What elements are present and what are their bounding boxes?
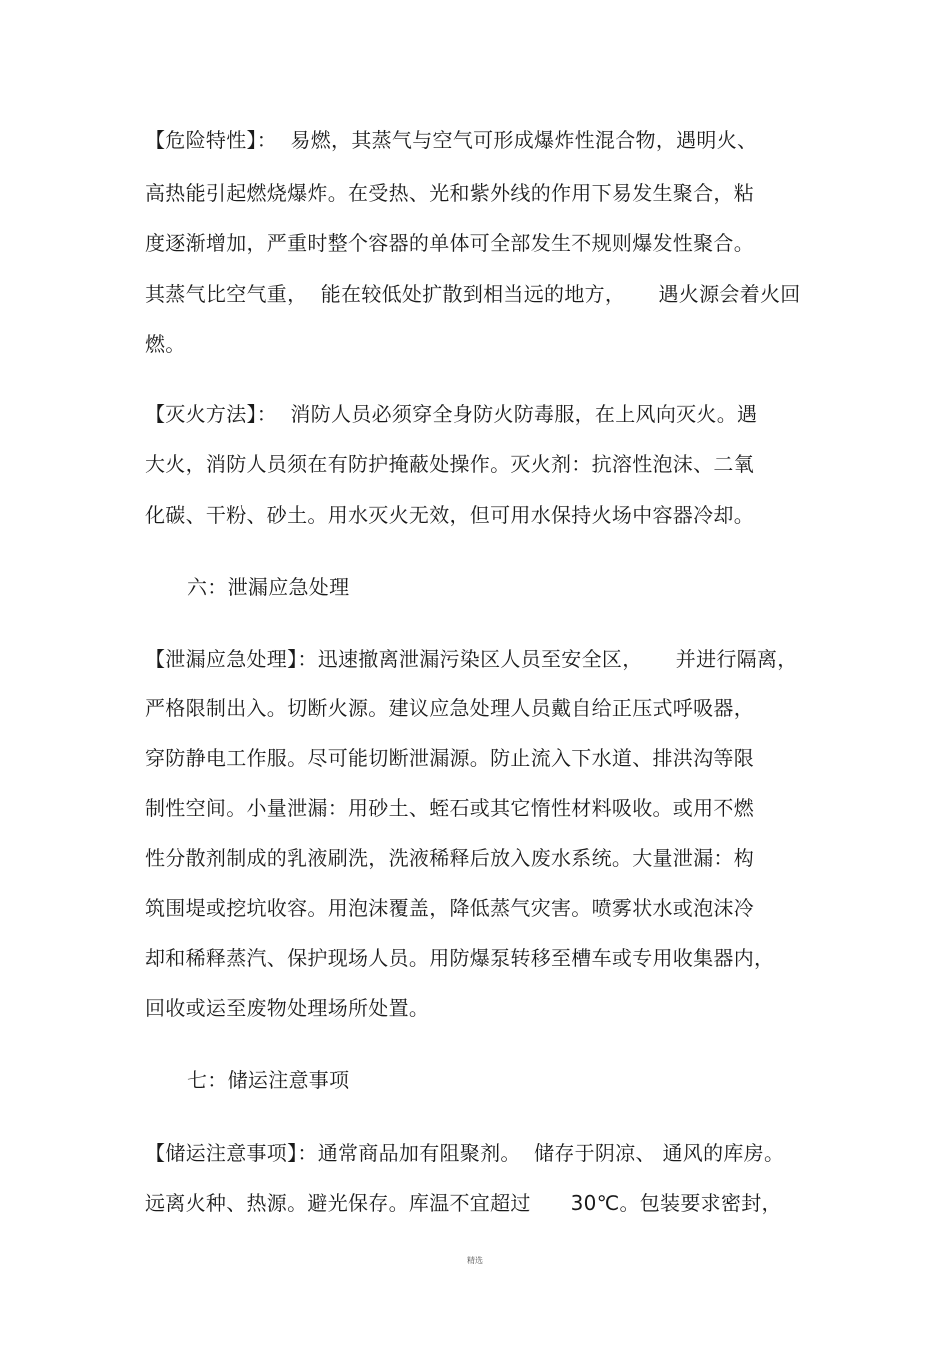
spill-line-2: 严格限制出入。切断火源。建议应急处理人员戴自给正压式呼吸器， [145,696,754,720]
firefighting-line-1: 【灭火方法】： 消防人员必须穿全身防火防毒服，在上风向灭火。遇 [145,402,758,426]
spill-line-3: 穿防静电工作服。尽可能切断泄漏源。防止流入下水道、排洪沟等限 [145,746,754,770]
hazard-line-4: 其蒸气比空气重， 能在较低处扩散到相当远的地方， 遇火源会着火回 [145,282,801,306]
spill-line-4: 制性空间。小量泄漏：用砂土、蛭石或其它惰性材料吸收。或用不燃 [145,796,754,820]
storage-line-2: 远离火种、热源。避光保存。库温不宜超过 30℃。包装要求密封， [145,1191,782,1215]
firefighting-line-3: 化碳、干粉、砂土。用水灭火无效，但可用水保持火场中容器冷却。 [145,503,754,527]
section7-heading: 七：储运注意事项 [187,1068,350,1092]
spill-line-5: 性分散剂制成的乳液刷洗，洗液稀释后放入废水系统。大量泄漏：构 [145,846,754,870]
hazard-line-2: 高热能引起燃烧爆炸。在受热、光和紫外线的作用下易发生聚合，粘 [145,181,754,205]
hazard-line-1: 【危险特性】： 易燃，其蒸气与空气可形成爆炸性混合物，遇明火、 [145,128,758,152]
spill-line-6: 筑围堤或挖坑收容。用泡沫覆盖，降低蒸气灾害。喷雾状水或泡沫冷 [145,896,754,920]
page-footer: 精选 [467,1256,483,1265]
hazard-line-3: 度逐渐增加，严重时整个容器的单体可全部发生不规则爆发性聚合。 [145,231,754,255]
hazard-line-5: 燃。 [145,332,186,356]
spill-line-8: 回收或运至废物处理场所处置。 [145,996,430,1020]
spill-line-7: 却和稀释蒸汽、保护现场人员。用防爆泵转移至槽车或专用收集器内， [145,946,775,970]
firefighting-line-2: 大火，消防人员须在有防护掩蔽处操作。灭火剂：抗溶性泡沫、二氧 [145,452,754,476]
storage-line-1: 【储运注意事项】：通常商品加有阻聚剂。 储存于阴凉、 通风的库房。 [145,1141,785,1165]
section6-heading: 六：泄漏应急处理 [187,575,350,599]
spill-line-1: 【泄漏应急处理】：迅速撤离泄漏污染区人员至安全区， 并进行隔离， [145,647,798,671]
